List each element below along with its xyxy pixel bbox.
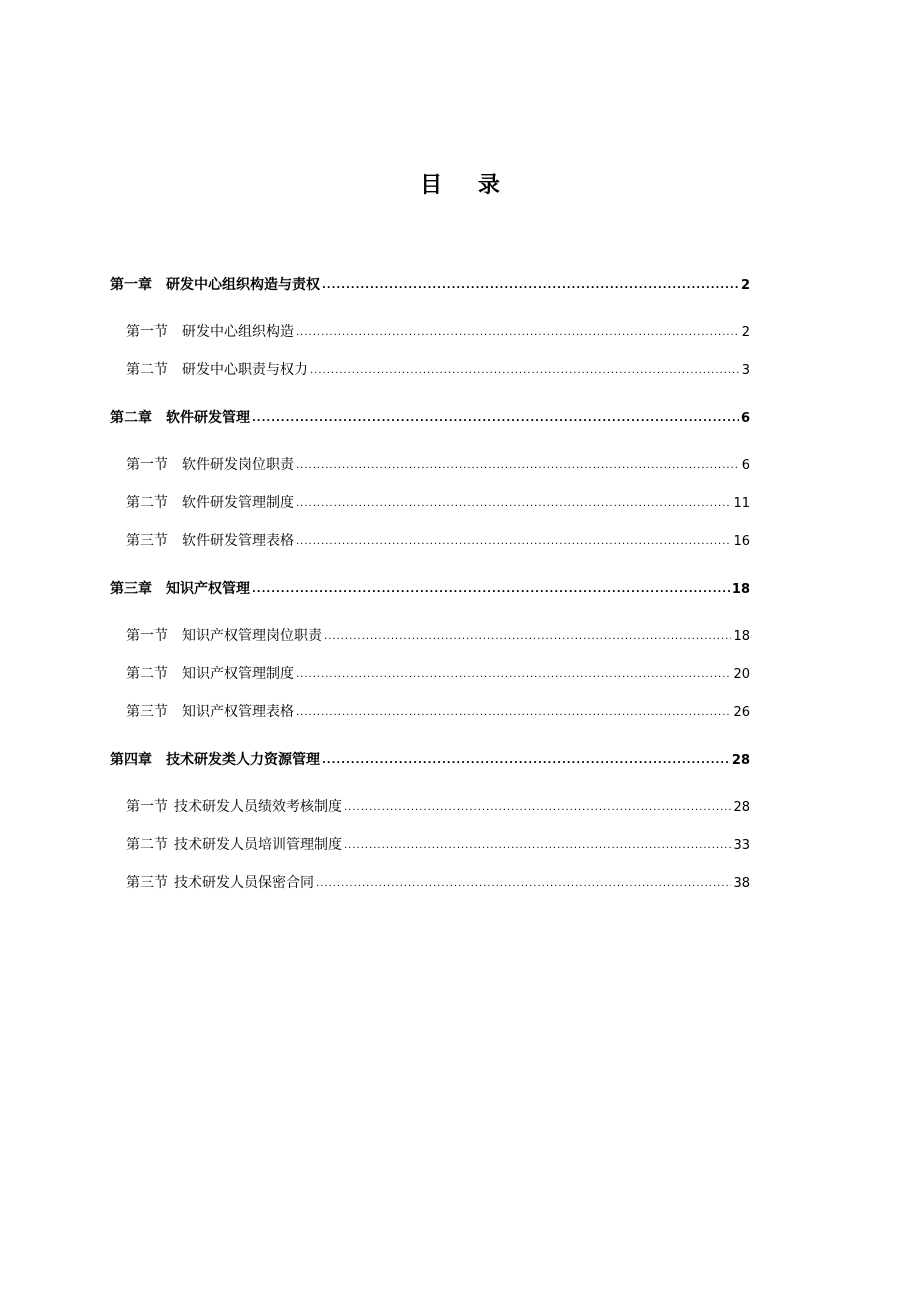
entry-page-number: 18 <box>733 629 750 644</box>
dot-leader <box>296 702 731 724</box>
entry-page-number: 28 <box>733 800 750 815</box>
toc-section-entry[interactable] <box>126 796 750 818</box>
dot-leader <box>296 664 731 686</box>
entry-page-number: 18 <box>731 582 750 597</box>
entry-text: 软件研发岗位职责 <box>182 457 294 473</box>
entry-number: 第二节 <box>126 495 168 511</box>
dot-leader <box>322 275 739 297</box>
entry-text: 软件研发管理 <box>166 410 250 426</box>
dot-leader <box>252 408 739 430</box>
dot-leader <box>344 797 731 819</box>
dot-leader <box>252 579 730 601</box>
entry-page-number: 3 <box>741 363 750 378</box>
toc-section-entry[interactable] <box>126 663 750 685</box>
entry-page-number: 33 <box>733 838 750 853</box>
dot-leader <box>296 531 731 553</box>
entry-page-number: 6 <box>741 458 750 473</box>
entry-number: 第二节 <box>126 666 168 682</box>
entry-page-number: 2 <box>741 325 750 340</box>
entry-text: 研发中心组织构造 <box>182 324 294 340</box>
entry-number: 第一节 <box>126 457 168 473</box>
entry-text: 技术研发人员绩效考核制度 <box>174 799 342 815</box>
entry-text: 软件研发管理制度 <box>182 495 294 511</box>
toc-chapter-entry[interactable] <box>110 578 750 600</box>
toc-section-entry[interactable] <box>126 625 750 647</box>
entry-text: 知识产权管理 <box>166 581 250 597</box>
entry-number: 第二节 <box>126 837 168 853</box>
entry-text: 技术研发类人力资源管理 <box>166 752 320 768</box>
entry-text: 技术研发人员保密合同 <box>174 875 314 891</box>
dot-leader <box>296 493 731 515</box>
entry-number: 第三节 <box>126 704 168 720</box>
entry-number: 第二节 <box>126 362 168 378</box>
entry-number: 第三节 <box>126 533 168 549</box>
dot-leader <box>324 626 731 648</box>
toc-section-entry[interactable] <box>126 530 750 552</box>
entry-page-number: 6 <box>740 411 750 426</box>
toc-section-entry[interactable] <box>126 359 750 381</box>
toc-section-entry[interactable] <box>126 321 750 343</box>
dot-leader <box>322 750 730 772</box>
entry-page-number: 38 <box>733 876 750 891</box>
entry-page-number: 28 <box>731 753 750 768</box>
entry-number: 第四章 <box>110 752 152 768</box>
entry-number: 第二章 <box>110 410 152 426</box>
toc-section-entry[interactable] <box>126 872 750 894</box>
entry-page-number: 2 <box>740 278 750 293</box>
toc-chapter-entry[interactable] <box>110 274 750 296</box>
entry-page-number: 26 <box>733 705 750 720</box>
entry-text: 研发中心职责与权力 <box>182 362 308 378</box>
entry-page-number: 11 <box>733 496 750 511</box>
dot-leader <box>310 360 740 382</box>
toc-section-entry[interactable] <box>126 701 750 723</box>
entry-number: 第三节 <box>126 875 168 891</box>
toc-section-entry[interactable] <box>126 834 750 856</box>
entry-number: 第一节 <box>126 799 168 815</box>
toc-chapter-entry[interactable] <box>110 749 750 771</box>
entry-page-number: 16 <box>733 534 750 549</box>
entry-number: 第三章 <box>110 581 152 597</box>
dot-leader <box>296 322 740 344</box>
dot-leader <box>344 835 731 857</box>
toc-chapter-entry[interactable] <box>110 407 750 429</box>
toc-title: 目 录 <box>420 173 514 198</box>
entry-number: 第一节 <box>126 324 168 340</box>
entry-text: 知识产权管理表格 <box>182 704 294 720</box>
entry-text: 技术研发人员培训管理制度 <box>174 837 342 853</box>
entry-text: 知识产权管理岗位职责 <box>182 628 322 644</box>
toc-section-entry[interactable] <box>126 454 750 476</box>
entry-number: 第一节 <box>126 628 168 644</box>
entry-text: 软件研发管理表格 <box>182 533 294 549</box>
entry-page-number: 20 <box>733 667 750 682</box>
toc-section-entry[interactable] <box>126 492 750 514</box>
dot-leader <box>316 873 731 895</box>
entry-text: 研发中心组织构造与责权 <box>166 277 320 293</box>
entry-number: 第一章 <box>110 277 152 293</box>
dot-leader <box>296 455 740 477</box>
entry-text: 知识产权管理制度 <box>182 666 294 682</box>
